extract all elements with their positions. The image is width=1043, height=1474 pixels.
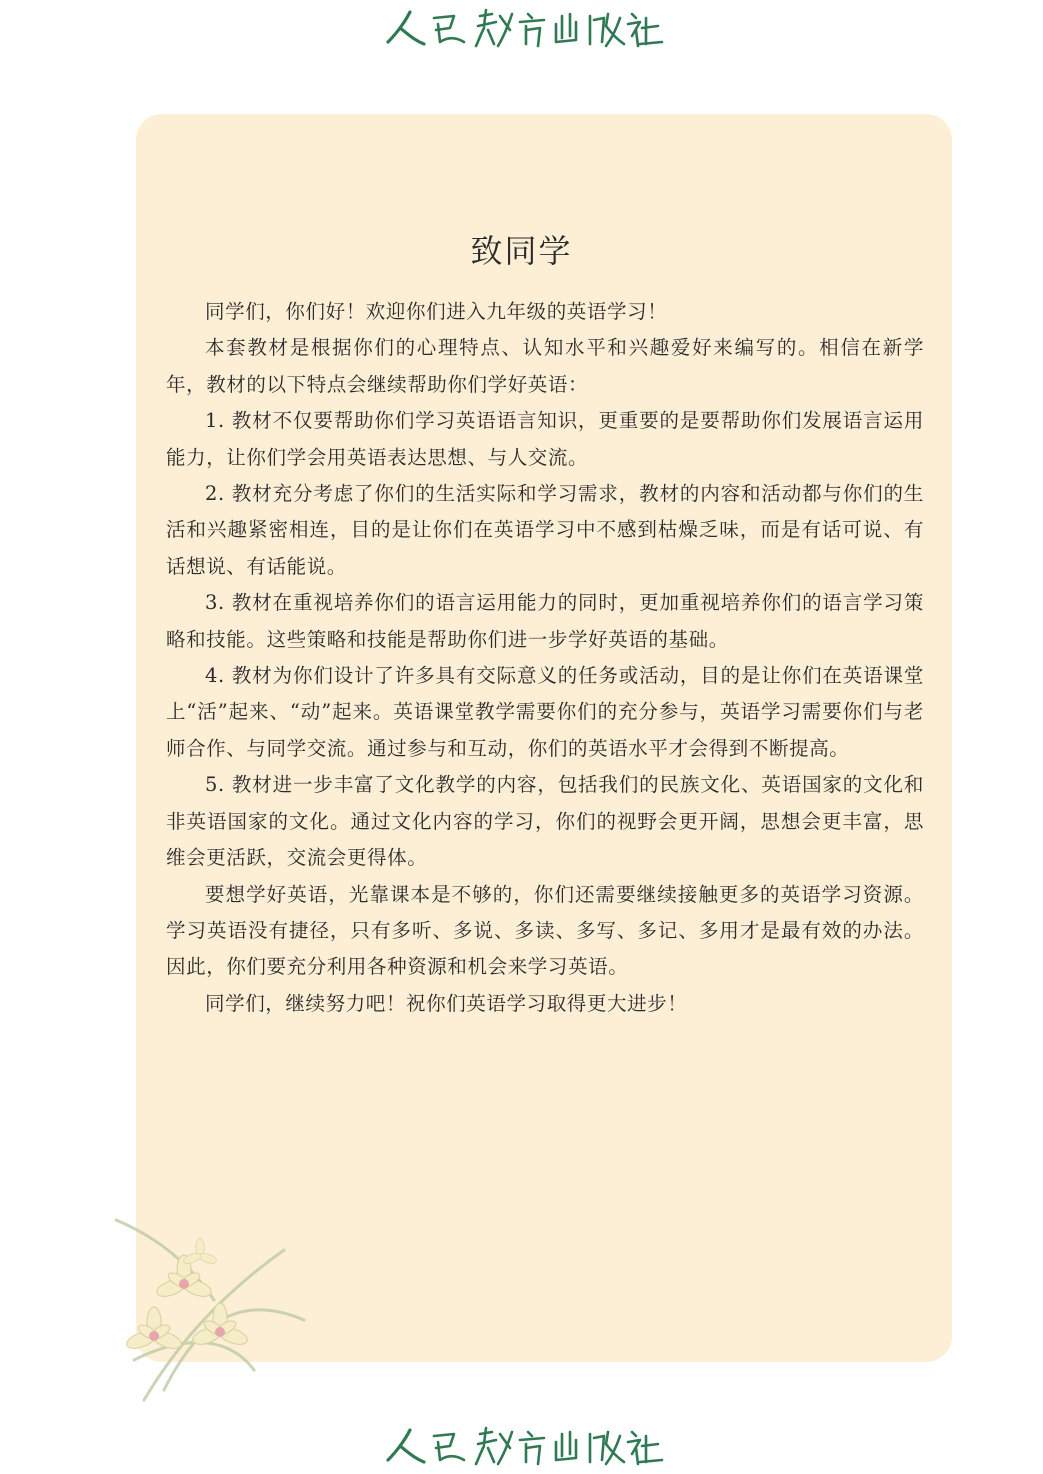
publisher-logo-top bbox=[380, 6, 670, 50]
feature-paragraph-3: 3. 教材在重视培养你们的语言运用能力的同时，更加重视培养你们的语言学习策略和技能。这些策略和技能是帮助你们进一步学好英语的基础。 bbox=[166, 591, 924, 651]
letter-title: 致同学 bbox=[470, 232, 573, 270]
orchid-flower-icon bbox=[104, 1210, 314, 1410]
feature-paragraph-5: 5. 教材进一步丰富了文化教学的内容，包括我们的民族文化、英语国家的文化和非英语国家的文化。通过文化内容的学习，你们的视野会更开阔，思想会更丰富，思维会更活跃，交流会更得体。 bbox=[166, 773, 924, 870]
feature-paragraph-4: 4. 教材为你们设计了许多具有交际意义的任务或活动，目的是让你们在英语课堂上“活”起来、“动”起来。英语课堂教学需要你们的充分参与，英语学习需要你们与老师合作、与同学交流。通过参与和互动，你们的英语水平才会得到不断提高。 bbox=[166, 664, 924, 760]
feature-paragraph-1: 1. 教材不仅要帮助你们学习英语语言知识，更重要的是要帮助你们发展语言运用能力，让你们学会用英语表达思想、与人交流。 bbox=[166, 409, 924, 469]
closing-paragraph: 同学们，继续努力吧！祝你们英语学习取得更大进步！ bbox=[205, 991, 688, 1015]
advice-paragraph: 要想学好英语，光靠课本是不够的，你们还需要继续接触更多的英语学习资源。学习英语没有捷径，只有多听、多说、多读、多写、多记、多用才是最有效的办法。因此，你们要充分利用各种资源和机会来学习英语。 bbox=[166, 882, 924, 979]
publisher-logo-bottom bbox=[380, 1424, 670, 1468]
intro-paragraph: 本套教材是根据你们的心理特点、认知水平和兴趣爱好来编写的。相信在新学年，教材的以下特点会继续帮助你们学好英语： bbox=[166, 336, 924, 396]
feature-paragraph-2: 2. 教材充分考虑了你们的生活实际和学习需求，教材的内容和活动都与你们的生活和兴趣紧密相连，目的是让你们在英语学习中不感到枯燥乏味，而是有话可说、有话想说、有话能说。 bbox=[166, 482, 924, 578]
letter-body bbox=[166, 294, 924, 1022]
greeting-paragraph: 同学们，你们好！欢迎你们进入九年级的英语学习！ bbox=[205, 300, 668, 323]
